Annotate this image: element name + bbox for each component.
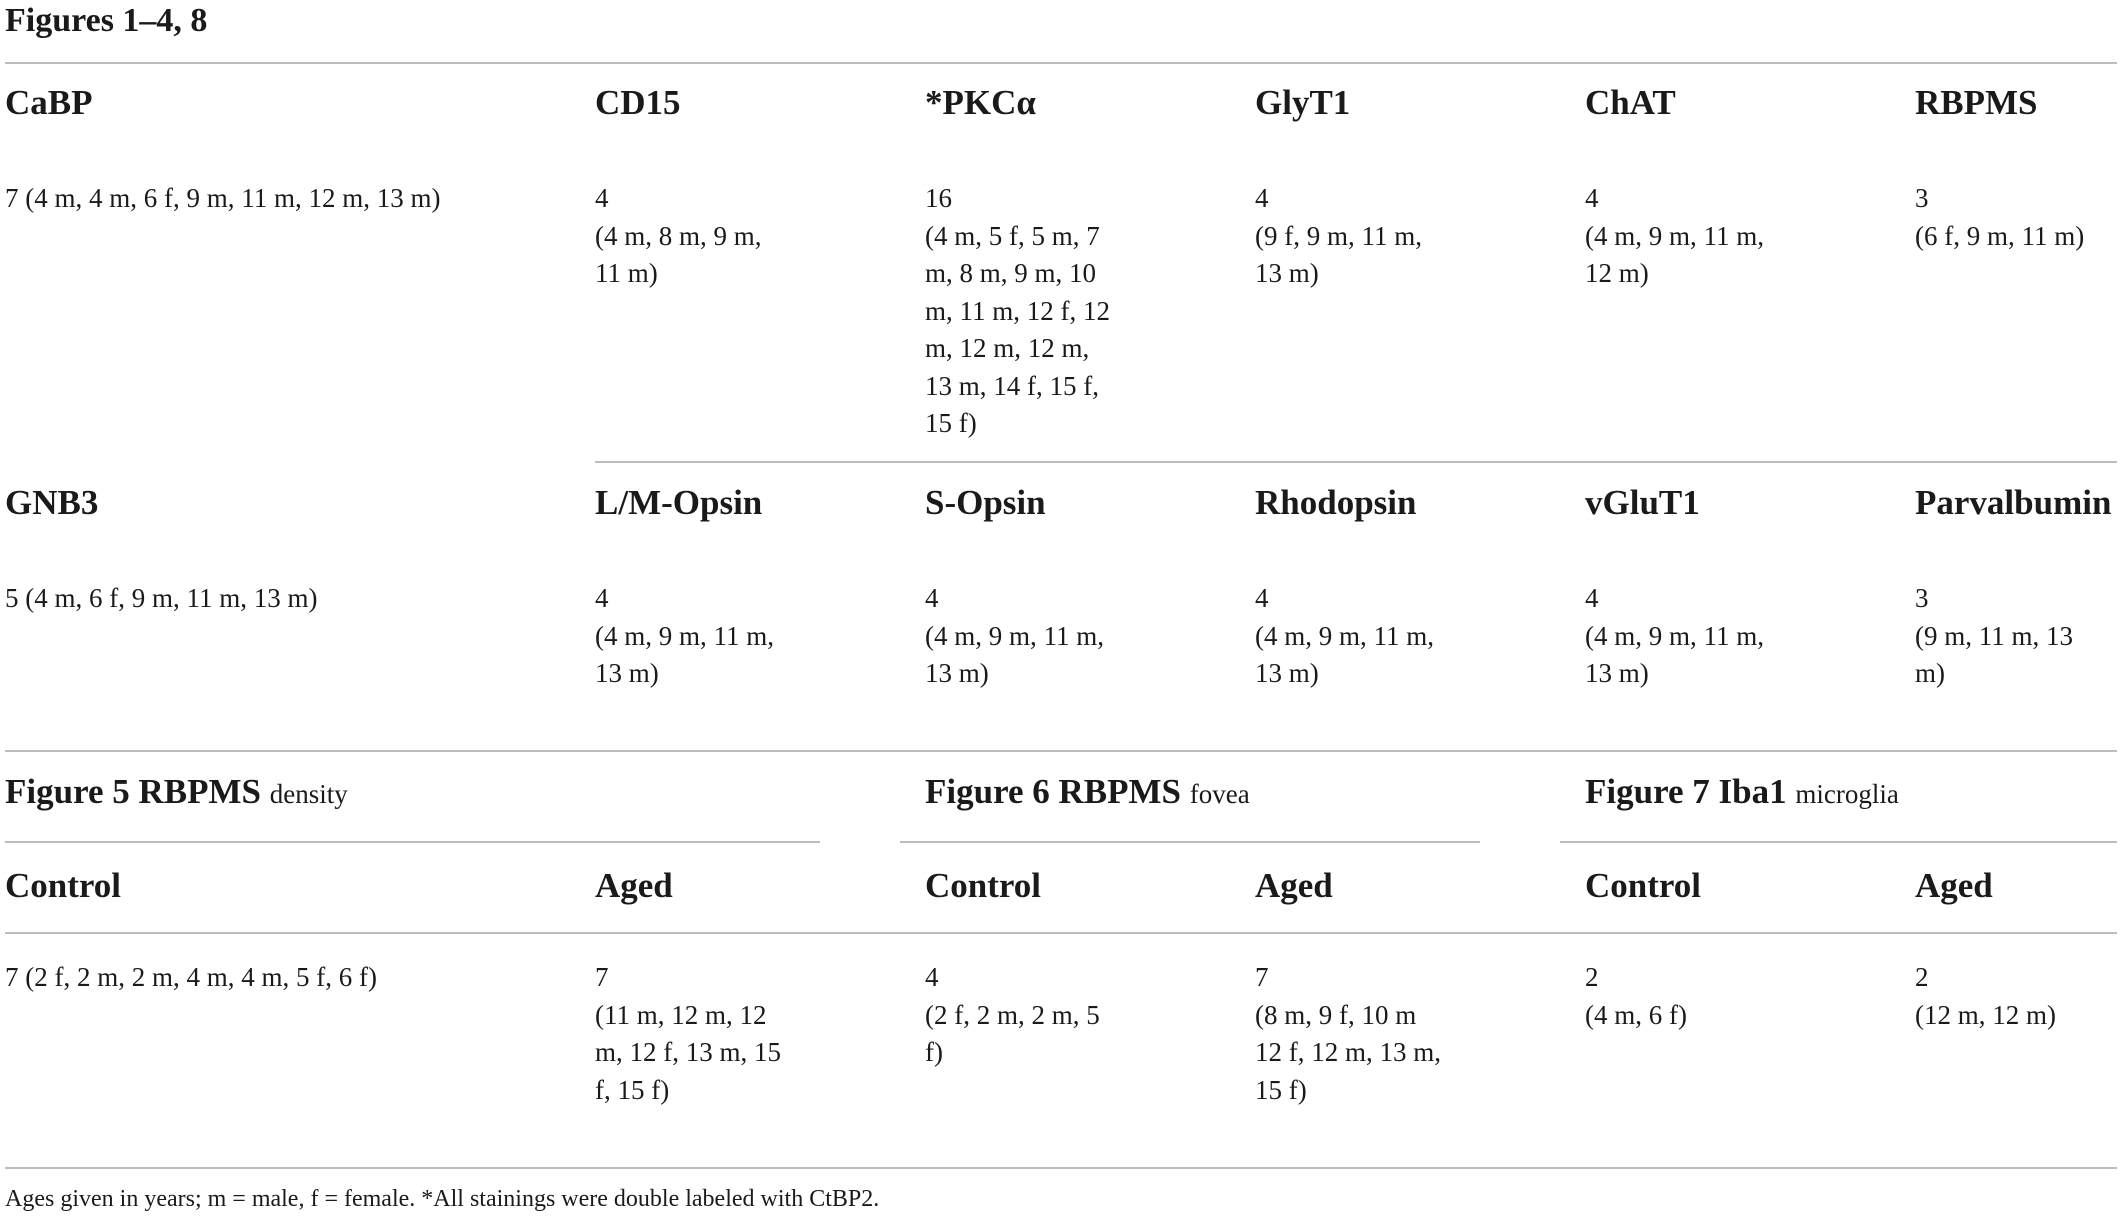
- divider: [900, 841, 1480, 843]
- table-cell: 4 (4 m, 9 m, 11 m, 13 m): [595, 583, 774, 688]
- table-cell: 4 (4 m, 9 m, 11 m, 13 m): [1255, 583, 1434, 688]
- divider: [595, 461, 2117, 463]
- table-cell: 5 (4 m, 6 f, 9 m, 11 m, 13 m): [5, 583, 318, 613]
- table-cell: 7 (11 m, 12 m, 12 m, 12 f, 13 m, 15 f, 15 f): [595, 962, 781, 1105]
- table-cell: 4 (4 m, 8 m, 9 m, 11 m): [595, 183, 762, 288]
- header-control: Control: [925, 866, 1042, 905]
- header-glyt1: GlyT1: [1255, 83, 1351, 122]
- group-title-figure7: Figure 7 Iba1 microglia: [1585, 772, 1899, 811]
- table-cell: 4 (2 f, 2 m, 2 m, 5 f): [925, 962, 1100, 1067]
- divider: [5, 841, 820, 843]
- group-title-figure5: Figure 5 RBPMS density: [5, 772, 348, 811]
- header-control: Control: [5, 866, 122, 905]
- table-cell: 2 (4 m, 6 f): [1585, 962, 1687, 1030]
- header-cabp: CaBP: [5, 83, 93, 122]
- header-pkca: *PKCα: [925, 83, 1036, 122]
- divider: [5, 62, 2117, 64]
- header-rbpms: RBPMS: [1915, 83, 2038, 122]
- header-control: Control: [1585, 866, 1702, 905]
- table-title: Figures 1–4, 8: [5, 2, 208, 39]
- header-aged: Aged: [1915, 866, 1993, 905]
- divider: [1560, 841, 2117, 843]
- table-cell: 3 (6 f, 9 m, 11 m): [1915, 183, 2085, 251]
- header-vglut1: vGluT1: [1585, 483, 1700, 522]
- header-cd15: CD15: [595, 83, 681, 122]
- table-cell: 2 (12 m, 12 m): [1915, 962, 2056, 1030]
- table-cell: 3 (9 m, 11 m, 13 m): [1915, 583, 2073, 688]
- header-rhodopsin: Rhodopsin: [1255, 483, 1417, 522]
- table-cell: 7 (4 m, 4 m, 6 f, 9 m, 11 m, 12 m, 13 m): [5, 183, 441, 213]
- table-cell: 16 (4 m, 5 f, 5 m, 7 m, 8 m, 9 m, 10 m, 11 m, 12 f, 12 m, 12 m, 12 m, 13 m, 14 f, 15 f, 15 f): [925, 183, 1110, 438]
- header-s-opsin: S-Opsin: [925, 483, 1046, 522]
- table-cell: 4 (9 f, 9 m, 11 m, 13 m): [1255, 183, 1422, 288]
- group-title-figure6: Figure 6 RBPMS fovea: [925, 772, 1250, 811]
- divider: [5, 1167, 2117, 1169]
- table-footnote: Ages given in years; m = male, f = female. *All stainings were double labeled with CtBP2.: [5, 1186, 880, 1212]
- table-cell: 7 (2 f, 2 m, 2 m, 4 m, 4 m, 5 f, 6 f): [5, 962, 377, 992]
- header-aged: Aged: [1255, 866, 1333, 905]
- header-gnb3: GNB3: [5, 483, 99, 522]
- header-parvalbumin: Parvalbumin: [1915, 483, 2112, 522]
- divider: [5, 932, 2117, 934]
- table-cell: 7 (8 m, 9 f, 10 m 12 f, 12 m, 13 m, 15 f): [1255, 962, 1441, 1105]
- divider: [5, 750, 2117, 752]
- table-cell: 4 (4 m, 9 m, 11 m, 12 m): [1585, 183, 1764, 288]
- header-chat: ChAT: [1585, 83, 1676, 122]
- table-cell: 4 (4 m, 9 m, 11 m, 13 m): [925, 583, 1104, 688]
- table-cell: 4 (4 m, 9 m, 11 m, 13 m): [1585, 583, 1764, 688]
- header-aged: Aged: [595, 866, 673, 905]
- header-lm-opsin: L/M-Opsin: [595, 483, 763, 522]
